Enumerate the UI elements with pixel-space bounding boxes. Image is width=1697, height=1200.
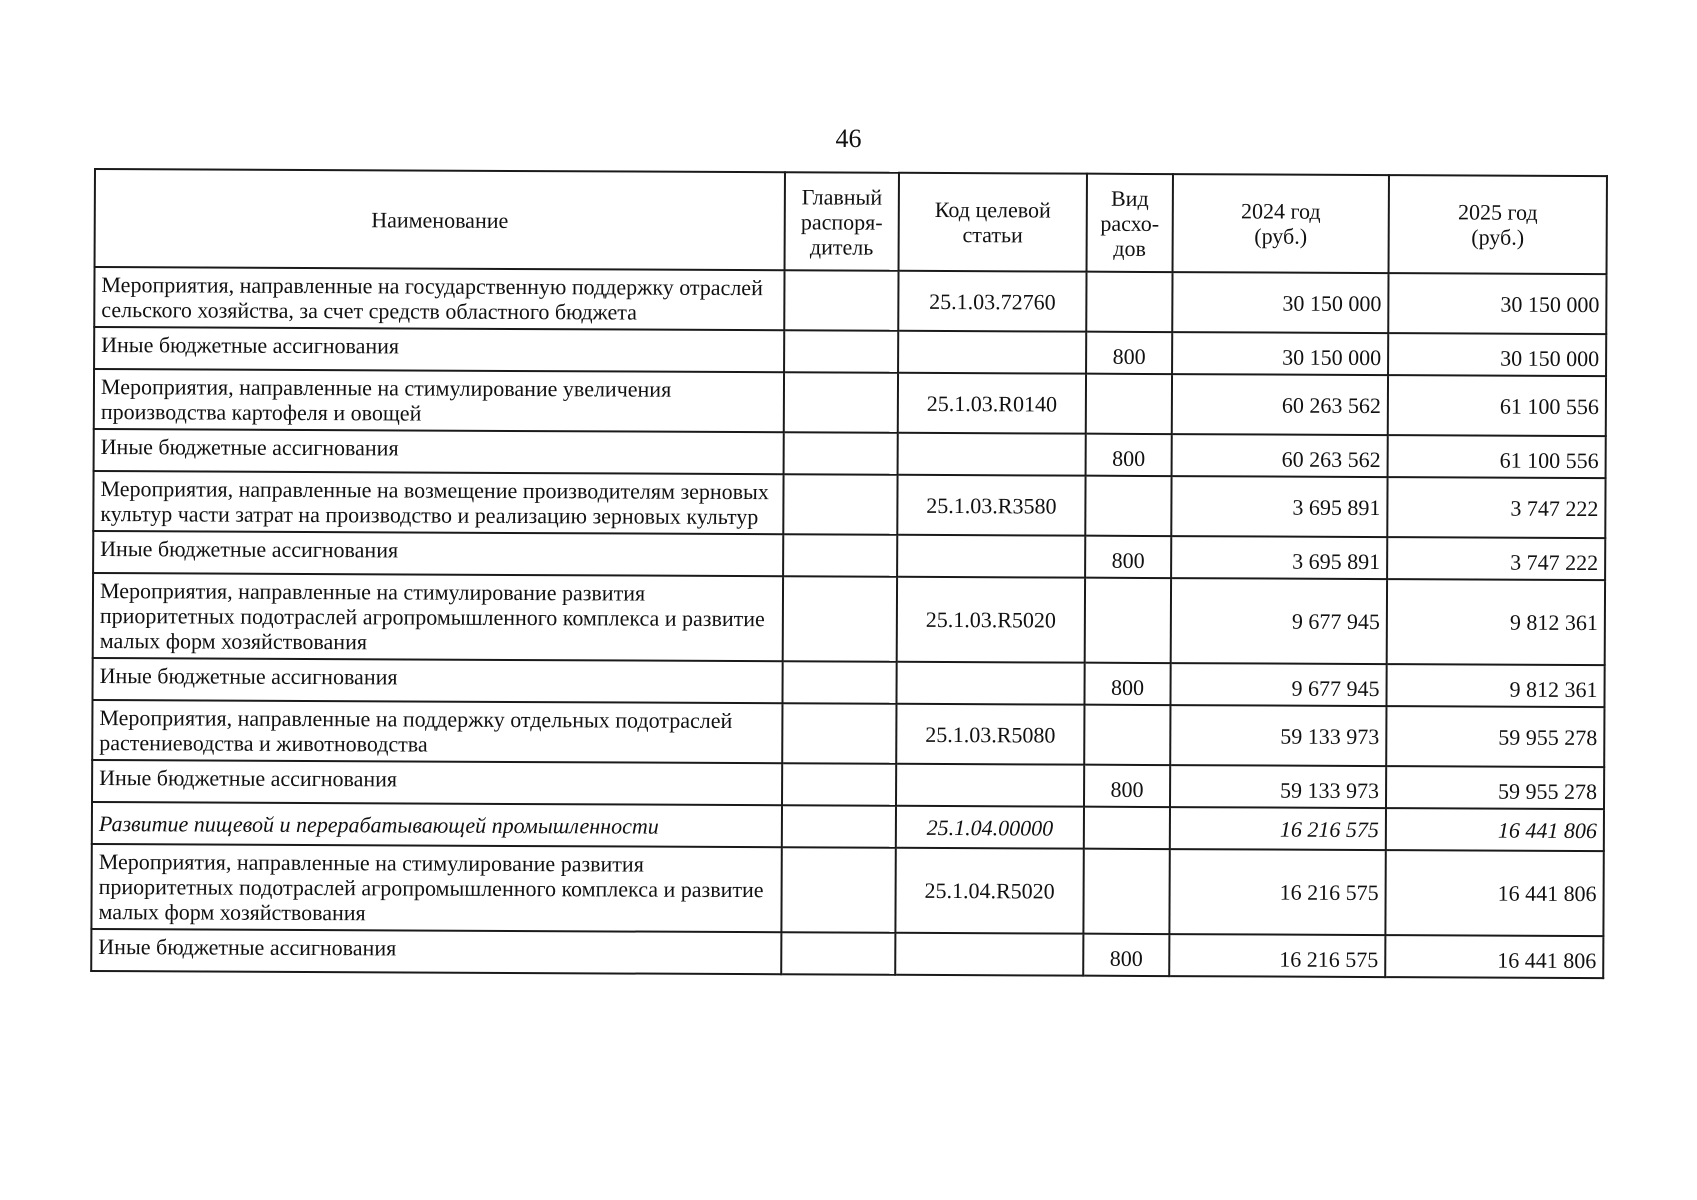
row-target-code-cell: 25.1.04.00000 (896, 806, 1084, 849)
header-line: 2025 год (1457, 199, 1538, 225)
header-line: расхо- (1100, 210, 1160, 236)
header-expense-type (1087, 174, 1173, 272)
row-amount-2025-cell: 16 441 806 (1385, 935, 1603, 978)
row-target-code-cell (897, 535, 1085, 578)
table-header (95, 169, 1607, 274)
row-name-cell: Мероприятия, направленные на возмещение производителям зерновых культур части затрат на производство и реализацию зерновых культур (93, 471, 783, 534)
row-amount-2024-cell: 3 695 891 (1171, 536, 1387, 579)
row-amount-2024-cell: 16 216 575 (1169, 934, 1385, 977)
row-amount-2024-cell: 16 216 575 (1169, 849, 1385, 935)
table-row (92, 802, 1604, 851)
row-target-code-cell: 25.1.03.R0140 (898, 373, 1086, 434)
header-line: (руб.) (1254, 223, 1308, 249)
header-line: дов (1113, 235, 1146, 261)
row-expense-type-cell (1086, 374, 1172, 434)
row-name-cell: Мероприятия, направленные на государственную поддержку отраслей сельского хозяйства, за счет средств областного бюджета (94, 267, 784, 330)
table-row (93, 531, 1605, 580)
table-row (92, 760, 1604, 809)
row-target-code-cell: 25.1.04.R5020 (895, 848, 1083, 934)
row-amount-2025-cell: 59 955 278 (1386, 766, 1604, 809)
row-expense-type-cell (1086, 272, 1172, 332)
row-name-cell: Иные бюджетные ассигнования (94, 327, 784, 372)
row-expense-type-cell: 800 (1085, 536, 1171, 578)
row-amount-2025-cell: 9 812 361 (1386, 664, 1604, 707)
row-amount-2025-cell: 61 100 556 (1388, 435, 1606, 478)
row-amount-2025-cell: 3 747 222 (1387, 477, 1605, 538)
row-amount-2025-cell: 61 100 556 (1388, 375, 1606, 436)
table-row (92, 700, 1604, 767)
header-line: 2024 год (1240, 198, 1321, 224)
row-amount-2025-cell: 59 955 278 (1386, 706, 1604, 767)
table-row (93, 471, 1605, 538)
row-main-manager-cell (782, 763, 896, 806)
row-main-manager-cell (783, 534, 897, 577)
row-amount-2024-cell: 3 695 891 (1171, 476, 1387, 537)
row-amount-2024-cell: 9 677 945 (1170, 663, 1386, 706)
header-year-2024 (1173, 174, 1389, 273)
row-main-manager-cell (782, 703, 896, 764)
row-main-manager-cell (783, 576, 897, 662)
header-year-2025 (1389, 175, 1607, 274)
row-target-code-cell (896, 764, 1084, 807)
header-main-manager (785, 172, 899, 271)
header-line: Главный (801, 183, 883, 210)
table-row (93, 573, 1605, 665)
header-name (95, 169, 785, 270)
row-amount-2024-cell: 9 677 945 (1171, 578, 1387, 664)
row-name-cell: Иные бюджетные ассигнования (93, 531, 783, 576)
row-target-code-cell (895, 933, 1083, 976)
row-expense-type-cell: 800 (1086, 434, 1172, 476)
row-main-manager-cell (782, 661, 896, 704)
row-amount-2025-cell: 16 441 806 (1386, 808, 1604, 851)
table-row (91, 929, 1603, 978)
row-target-code-cell: 25.1.03.R5080 (896, 704, 1084, 765)
row-main-manager-cell (784, 432, 898, 475)
row-amount-2024-cell: 59 133 973 (1170, 765, 1386, 808)
header-line: статьи (962, 222, 1023, 248)
header-name-text: Наименование (371, 206, 509, 233)
header-line: Код целевой (934, 196, 1051, 223)
row-expense-type-cell (1084, 705, 1170, 765)
row-amount-2024-cell: 30 150 000 (1172, 332, 1388, 375)
table-row (94, 429, 1606, 478)
row-name-cell: Иные бюджетные ассигнования (92, 760, 782, 805)
row-target-code-cell: 25.1.03.72760 (898, 271, 1086, 332)
row-amount-2024-cell: 60 263 562 (1172, 374, 1388, 435)
row-expense-type-cell (1085, 476, 1171, 536)
table-row (94, 369, 1606, 436)
table-row (94, 327, 1606, 376)
row-name-cell: Иные бюджетные ассигнования (92, 658, 782, 703)
row-name-cell: Мероприятия, направленные на стимулирование развития приоритетных подотраслей агропромышленного комплекса и развитие малых форм хозяйствования (93, 573, 783, 661)
table-body (91, 267, 1606, 978)
row-expense-type-cell (1084, 807, 1170, 849)
row-name-cell: Развитие пищевой и перерабатывающей промышленности (92, 802, 782, 847)
row-main-manager-cell (782, 805, 896, 848)
row-target-code-cell (898, 433, 1086, 476)
row-main-manager-cell (781, 847, 895, 933)
page-number: 46 (835, 124, 862, 153)
row-amount-2025-cell: 9 812 361 (1387, 579, 1605, 665)
row-name-cell: Мероприятия, направленные на поддержку отдельных подотраслей растениеводства и животноводства (92, 700, 782, 763)
row-main-manager-cell (781, 932, 895, 975)
row-amount-2025-cell: 16 441 806 (1385, 850, 1603, 936)
row-expense-type-cell: 800 (1083, 934, 1169, 976)
row-amount-2024-cell: 16 216 575 (1170, 807, 1386, 850)
header-target-code (899, 173, 1087, 272)
header-line: (руб.) (1471, 224, 1525, 250)
table-row (92, 658, 1604, 707)
row-amount-2024-cell: 60 263 562 (1172, 434, 1388, 477)
table-row (94, 267, 1606, 334)
row-amount-2024-cell: 59 133 973 (1170, 705, 1386, 766)
row-target-code-cell: 25.1.03.R5020 (897, 577, 1085, 663)
row-main-manager-cell (784, 270, 898, 331)
row-target-code-cell (898, 331, 1086, 374)
row-expense-type-cell (1083, 849, 1169, 934)
row-amount-2025-cell: 3 747 222 (1387, 537, 1605, 580)
row-name-cell: Иные бюджетные ассигнования (91, 929, 781, 974)
row-main-manager-cell (783, 474, 897, 535)
row-amount-2024-cell: 30 150 000 (1172, 272, 1388, 333)
header-line: Вид (1110, 185, 1149, 211)
row-main-manager-cell (784, 330, 898, 373)
header-line: дитель (809, 233, 874, 260)
row-name-cell: Мероприятия, направленные на стимулирование увеличения производства картофеля и овощей (94, 369, 784, 432)
budget-table (90, 168, 1608, 979)
row-name-cell: Иные бюджетные ассигнования (94, 429, 784, 474)
row-amount-2025-cell: 30 150 000 (1388, 333, 1606, 376)
row-target-code-cell (896, 662, 1084, 705)
row-target-code-cell: 25.1.03.R3580 (897, 475, 1085, 536)
row-expense-type-cell (1085, 578, 1171, 663)
header-line: распоря- (800, 208, 883, 235)
table-row (91, 844, 1603, 936)
row-expense-type-cell: 800 (1084, 765, 1170, 807)
row-expense-type-cell: 800 (1086, 332, 1172, 374)
row-expense-type-cell: 800 (1084, 663, 1170, 705)
row-name-cell: Мероприятия, направленные на стимулирование развития приоритетных подотраслей агропромышленного комплекса и развитие малых форм хозяйствования (91, 844, 781, 932)
row-amount-2025-cell: 30 150 000 (1388, 273, 1606, 334)
row-main-manager-cell (784, 372, 898, 433)
